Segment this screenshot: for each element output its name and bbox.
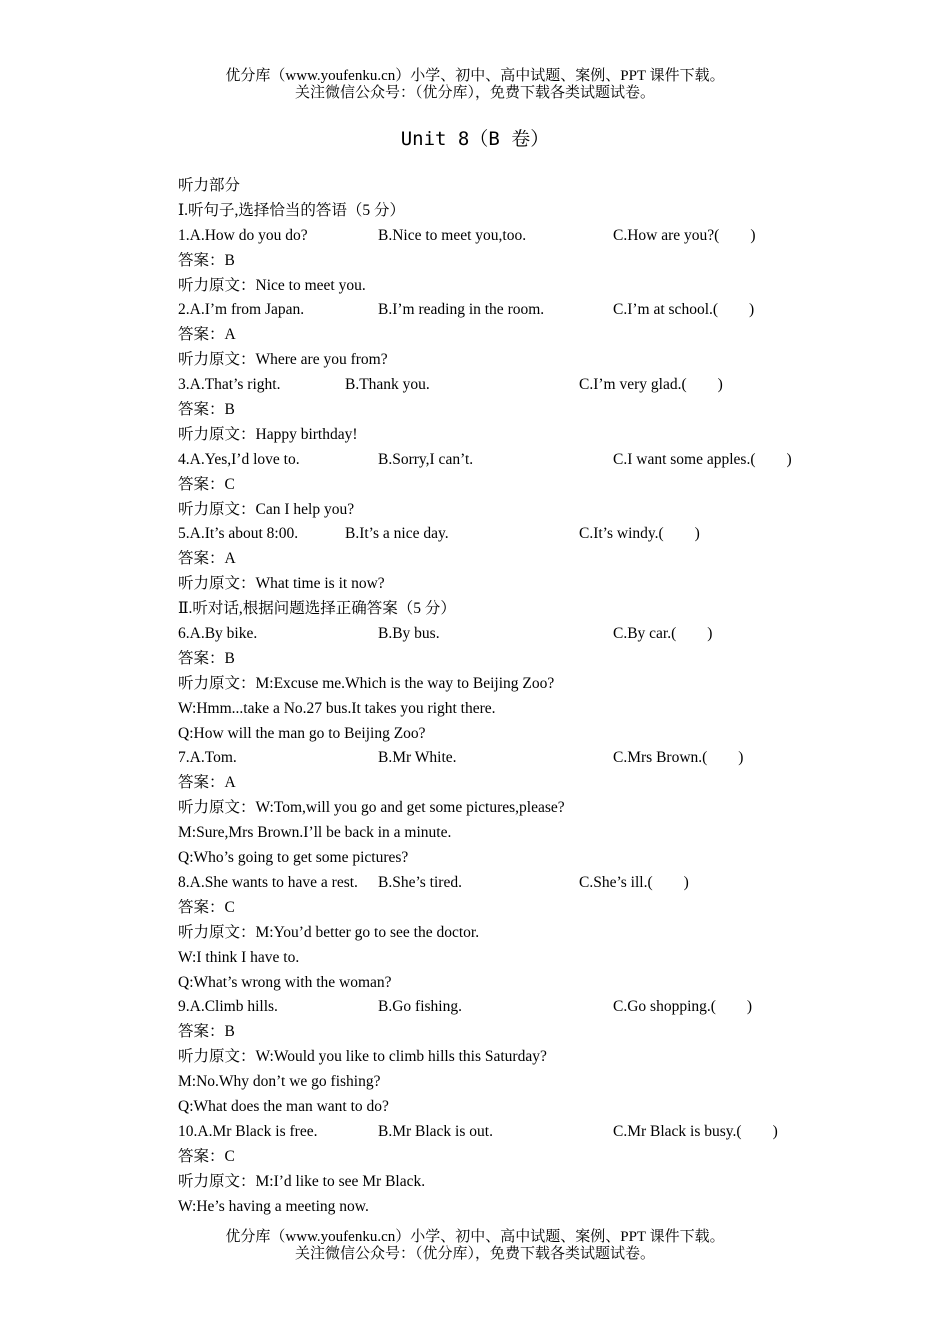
listening-script: Q:Who’s going to get some pictures? [178, 849, 409, 867]
page-title: Unit 8（B 卷） [400, 128, 550, 150]
option-b: B.Mr Black is out. [378, 1122, 493, 1140]
answer: 答案：B [178, 401, 235, 419]
option-b: B.Go fishing. [378, 998, 462, 1016]
question-options [178, 871, 878, 896]
answer: 答案：A [178, 774, 236, 792]
listening-script: 听力原文：Where are you from? [178, 351, 388, 369]
option-a: 4.A.Yes,I’d love to. [178, 450, 300, 468]
question-options [178, 1120, 878, 1145]
option-c: C.I’m very glad.( ) [579, 376, 723, 394]
option-a: 7.A.Tom. [178, 749, 237, 767]
option-c: C.Mrs Brown.( ) [613, 749, 744, 767]
part1-title: Ⅰ.听句子,选择恰当的答语（5 分） [178, 201, 405, 219]
header-line-1: 优分库（www.youfenku.cn）小学、初中、高中试题、案例、PPT 课件下载。 [225, 68, 725, 84]
question-options [178, 448, 878, 473]
option-a: 1.A.How do you do? [178, 226, 308, 244]
answer: 答案：A [178, 326, 236, 344]
option-c: C.Mr Black is busy.( ) [613, 1122, 778, 1140]
option-a: 6.A.By bike. [178, 625, 258, 643]
question-options [178, 298, 878, 323]
listening-script: W:I think I have to. [178, 948, 300, 966]
listening-script: 听力原文：Happy birthday! [178, 425, 358, 443]
listening-script: W:He’s having a meeting now. [178, 1197, 369, 1215]
option-b: B.Nice to meet you,too. [378, 226, 527, 244]
section-heading: 听力部分 [178, 177, 241, 194]
question-options [178, 622, 878, 647]
listening-script: 听力原文：What time is it now? [178, 575, 385, 593]
footer-line-2: 关注微信公众号：（优分库），免费下载各类试题试卷。 [294, 1246, 655, 1262]
page-footer [0, 1229, 950, 1263]
option-c: C.I want some apples.( ) [613, 450, 792, 468]
question-options [178, 224, 878, 249]
option-b: B.She’s tired. [378, 873, 462, 891]
answer: 答案：C [178, 898, 235, 916]
listening-script: 听力原文：M:I’d like to see Mr Black. [178, 1172, 426, 1190]
option-c: C.By car.( ) [613, 625, 713, 643]
option-c: C.How are you?( ) [613, 226, 756, 244]
option-a: 5.A.It’s about 8:00. [178, 525, 299, 543]
question-options [178, 746, 878, 771]
answer: 答案：C [178, 475, 235, 493]
answer: 答案：B [178, 1023, 235, 1041]
option-a: 10.A.Mr Black is free. [178, 1122, 318, 1140]
option-a: 2.A.I’m from Japan. [178, 301, 305, 319]
option-b: B.Thank you. [345, 376, 430, 394]
option-b: B.Sorry,I can’t. [378, 450, 474, 468]
option-b: B.It’s a nice day. [345, 525, 449, 543]
listening-script: 听力原文：Nice to meet you. [178, 276, 366, 294]
listening-script: M:No.Why don’t we go fishing? [178, 1073, 381, 1091]
question-options [178, 995, 878, 1020]
listening-script: 听力原文：M:Excuse me.Which is the way to Beijing Zoo? [178, 674, 555, 692]
part2-title: Ⅱ.听对话,根据问题选择正确答案（5 分） [178, 600, 456, 618]
listening-script: 听力原文：Can I help you? [178, 500, 355, 518]
answer: 答案：B [178, 649, 235, 667]
option-c: C.Go shopping.( ) [613, 998, 753, 1016]
option-b: B.I’m reading in the room. [378, 301, 545, 319]
page-header [0, 68, 950, 102]
listening-script: Q:What does the man want to do? [178, 1097, 389, 1115]
listening-script: 听力原文：M:You’d better go to see the doctor. [178, 923, 480, 941]
listening-script: 听力原文：W:Would you like to climb hills this Saturday? [178, 1048, 547, 1066]
question-options [178, 522, 878, 547]
option-a: 3.A.That’s right. [178, 376, 281, 394]
exam-content [178, 174, 878, 1219]
listening-script: W:Hmm...take a No.27 bus.It takes you right there. [178, 699, 496, 717]
option-b: B.Mr White. [378, 749, 457, 767]
option-a: 8.A.She wants to have a rest. [178, 873, 358, 891]
header-line-2: 关注微信公众号：（优分库），免费下载各类试题试卷。 [294, 85, 655, 101]
listening-script: M:Sure,Mrs Brown.I’ll be back in a minute. [178, 824, 452, 842]
option-c: C.It’s windy.( ) [579, 525, 700, 543]
listening-script: 听力原文：W:Tom,will you go and get some pictures,please? [178, 799, 565, 817]
option-c: C.She’s ill.( ) [579, 873, 689, 891]
option-b: B.By bus. [378, 625, 440, 643]
listening-script: Q:What’s wrong with the woman? [178, 973, 392, 991]
footer-line-1: 优分库（www.youfenku.cn）小学、初中、高中试题、案例、PPT 课件下载。 [225, 1229, 725, 1245]
answer: 答案：C [178, 1147, 235, 1165]
listening-script: Q:How will the man go to Beijing Zoo? [178, 724, 426, 742]
question-options [178, 373, 878, 398]
answer: 答案：B [178, 251, 235, 269]
option-c: C.I’m at school.( ) [613, 301, 755, 319]
option-a: 9.A.Climb hills. [178, 998, 278, 1016]
answer: 答案：A [178, 550, 236, 568]
